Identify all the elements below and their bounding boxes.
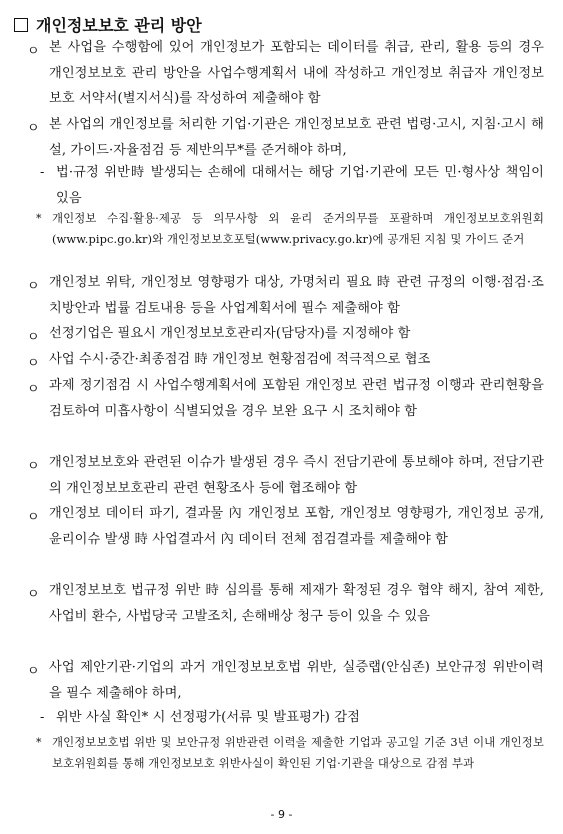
bullet-text: 사업 수시·중간·최종점검 時 개인정보 현황점검에 적극적으로 협조 (49, 352, 431, 367)
dash-bullet-marker: - (40, 710, 45, 725)
dash-bullet-marker: - (40, 165, 45, 180)
bullet-text: 과제 정기점검 시 사업수행계획서에 포함된 개인정보 관련 법규정 이행과 관리현황을 검토하여 미흡사항이 식별되었을 경우 보완 요구 시 조치해야 함 (49, 378, 544, 419)
checkbox-square-icon (14, 18, 28, 32)
section-title: 개인정보보호 관리 방안 (36, 16, 202, 35)
circle-bullet-marker: ㅇ (27, 664, 40, 679)
footnote-text: 개인정보보호법 위반 및 보안규정 위반관련 이력을 제출한 기업과 공고일 기준 3년 이내 개인정보보호위원회를 통해 개인정보보호 위반사실이 확인된 기업·기관을 대상으로 감점 부과 (52, 735, 544, 770)
circle-bullet-marker: ㅇ (27, 121, 40, 136)
circle-bullet-marker: ㅇ (27, 382, 40, 397)
bullet-text: 개인정보보호와 관련된 이슈가 발생된 경우 즉시 전담기관에 통보해야 하며, 전담기관의 개인정보보호관리 관련 현황조사 등에 협조해야 함 (49, 455, 544, 496)
circle-bullet-marker: ㅇ (27, 44, 40, 59)
bullet-text: 개인정보 데이터 파기, 결과물 內 개인정보 포함, 개인정보 영향평가, 개인정보 공개, 윤리이슈 발생 時 사업결과서 內 데이터 전체 점검결과를 제출해야 함 (49, 506, 544, 547)
bullet-text: 본 사업의 개인정보를 처리한 기업·기관은 개인정보보호 관련 법령·고시, 지침·고시 해설, 가이드·자율점검 등 제반의무*를 준거해야 하며, (49, 117, 544, 158)
bullet-text: 본 사업을 수행함에 있어 개인정보가 포함되는 데이터를 취급, 관리, 활용 등의 경우 개인정보보호 관리 방안을 사업수행계획서 내에 작성하고 개인정보 취급자 개인정보보호 서약서(별지서식)를 작성하여 제출해야 함 (49, 40, 544, 107)
page-number: - 9 - (270, 808, 293, 821)
footnote-text: 개인정보 수집·활용·제공 등 의무사항 외 윤리 준거의무를 포괄하며 개인정보보호위원회(www.pipc.go.kr)와 개인정보보호포털(www.privacy.go.kr)에 공개된 지침 및 가이드 준거 (52, 211, 544, 246)
sub-bullet-text: 법·규정 위반時 발생되는 손해에 대해서는 해당 기업·기관에 모든 민·형사상 책임이 있음 (56, 165, 544, 206)
bullet-text: 개인정보 위탁, 개인정보 영향평가 대상, 가명처리 필요 時 관련 규정의 이행·점검·조치방안과 법률 검토내용 등을 사업계획서에 필수 제출해야 함 (49, 275, 544, 316)
bullet-text: 개인정보보호 법규정 위반 時 심의를 통해 제재가 확정된 경우 협약 해지, 참여 제한, 사업비 환수, 사법당국 고발조치, 손해배상 청구 등이 있을 수 있음 (49, 583, 544, 624)
circle-bullet-marker: ㅇ (27, 587, 40, 602)
bullet-text: 사업 제안기관·기업의 과거 개인정보보호법 위반, 실증랩(안심존) 보안규정 위반이력을 필수 제출해야 하며, (49, 660, 544, 701)
asterisk-marker: * (36, 736, 42, 749)
circle-bullet-marker: ㅇ (27, 279, 40, 294)
bullet-text: 선정기업은 필요시 개인정보보호관리자(담당자)를 지정해야 함 (49, 326, 411, 341)
circle-bullet-marker: ㅇ (27, 330, 40, 345)
section-heading (14, 13, 202, 36)
circle-bullet-marker: ㅇ (27, 356, 40, 371)
circle-bullet-marker: ㅇ (27, 459, 40, 474)
asterisk-marker: * (36, 212, 42, 225)
circle-bullet-marker: ㅇ (27, 510, 40, 525)
sub-bullet-text: 위반 사실 확인* 시 선정평가(서류 및 발표평가) 감점 (56, 710, 361, 725)
